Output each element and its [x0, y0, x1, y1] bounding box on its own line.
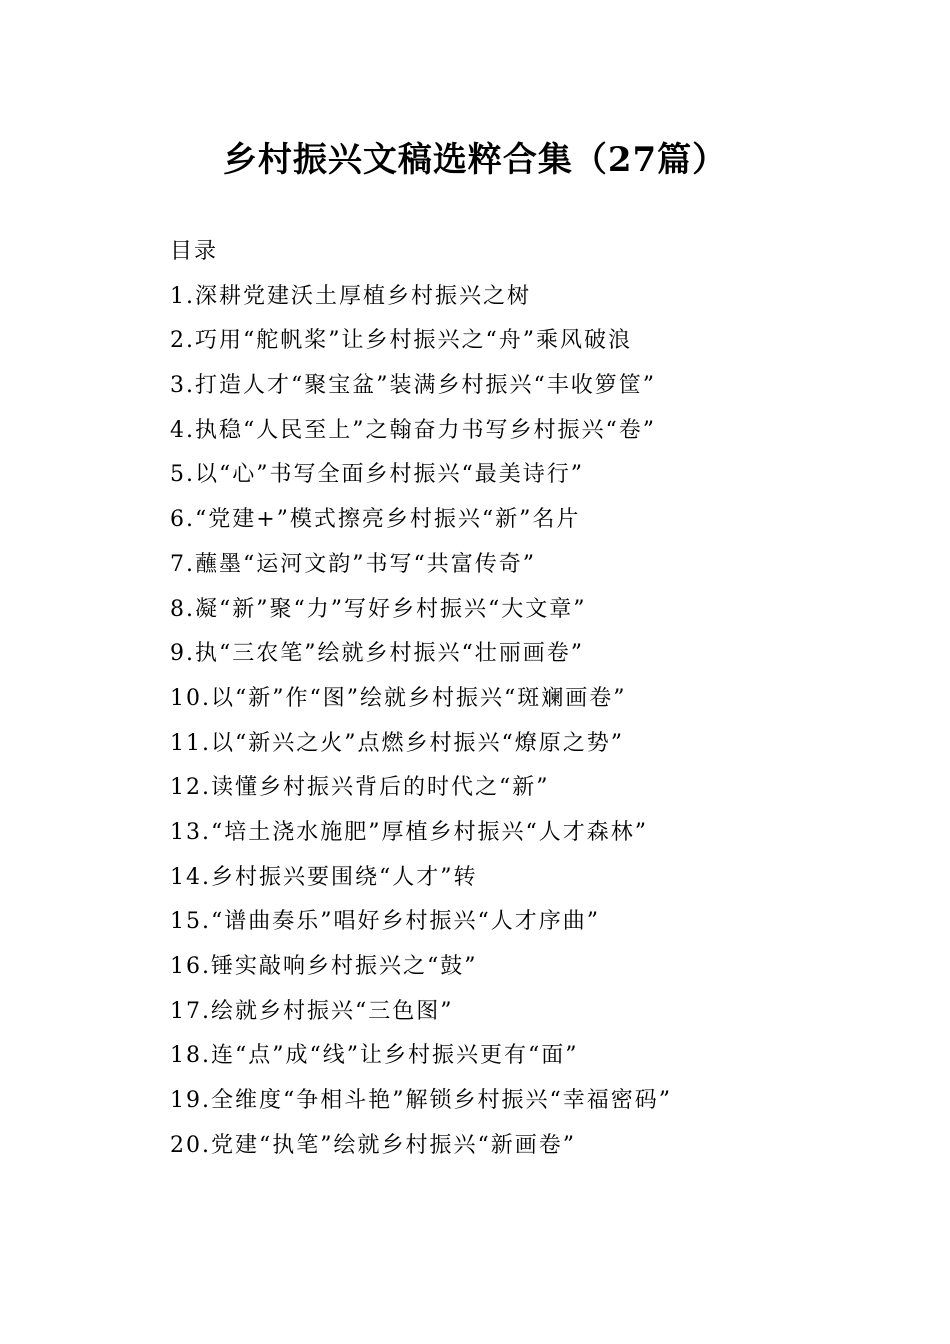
toc-heading: 目录 [170, 239, 219, 264]
toc-item: 20.党建“执笔”绘就乡村振兴“新画卷” [170, 1132, 576, 1158]
toc-item: 19.全维度“争相斗艳”解锁乡村振兴“幸福密码” [170, 1088, 672, 1114]
document-title: 乡村振兴文稿选粹合集（27篇） [222, 140, 728, 180]
toc-item: 18.连“点”成“线”让乡村振兴更有“面” [170, 1043, 579, 1069]
toc-item: 1.深耕党建沃土厚植乡村振兴之树 [170, 283, 531, 309]
toc-item: 17.绘就乡村振兴“三色图” [170, 998, 454, 1024]
toc-item: 5.以“心”书写全面乡村振兴“最美诗行” [170, 462, 584, 488]
toc-item: 12.读懂乡村振兴背后的时代之“新” [170, 775, 550, 801]
toc-item: 15.“谱曲奏乐”唱好乡村振兴“人才序曲” [170, 909, 600, 935]
toc-item: 13.“培土浇水施肥”厚植乡村振兴“人才森林” [170, 819, 648, 845]
toc-item: 11.以“新兴之火”点燃乡村振兴“燎原之势” [170, 730, 624, 756]
toc-item: 6.“党建+”模式擦亮乡村振兴“新”名片 [170, 507, 581, 533]
toc-list [170, 275, 890, 1169]
toc-item: 16.锤实敲响乡村振兴之“鼓” [170, 954, 478, 979]
toc-item: 7.蘸墨“运河文韵”书写“共富传奇” [170, 551, 536, 577]
table-of-contents [170, 230, 890, 1168]
toc-item: 3.打造人才“聚宝盆”装满乡村振兴“丰收箩筐” [170, 373, 656, 399]
toc-item: 9.执“三农笔”绘就乡村振兴“壮丽画卷” [170, 641, 584, 667]
toc-item: 10.以“新”作“图”绘就乡村振兴“斑斓画卷” [170, 685, 627, 711]
toc-item: 4.执稳“人民至上”之翰奋力书写乡村振兴“卷” [170, 417, 656, 443]
toc-item: 8.凝“新”聚“力”写好乡村振兴“大文章” [170, 596, 587, 622]
toc-item: 2.巧用“舵帆桨”让乡村振兴之“舟”乘风破浪 [170, 328, 632, 354]
toc-item: 14.乡村振兴要围绕“人才”转 [170, 864, 478, 890]
